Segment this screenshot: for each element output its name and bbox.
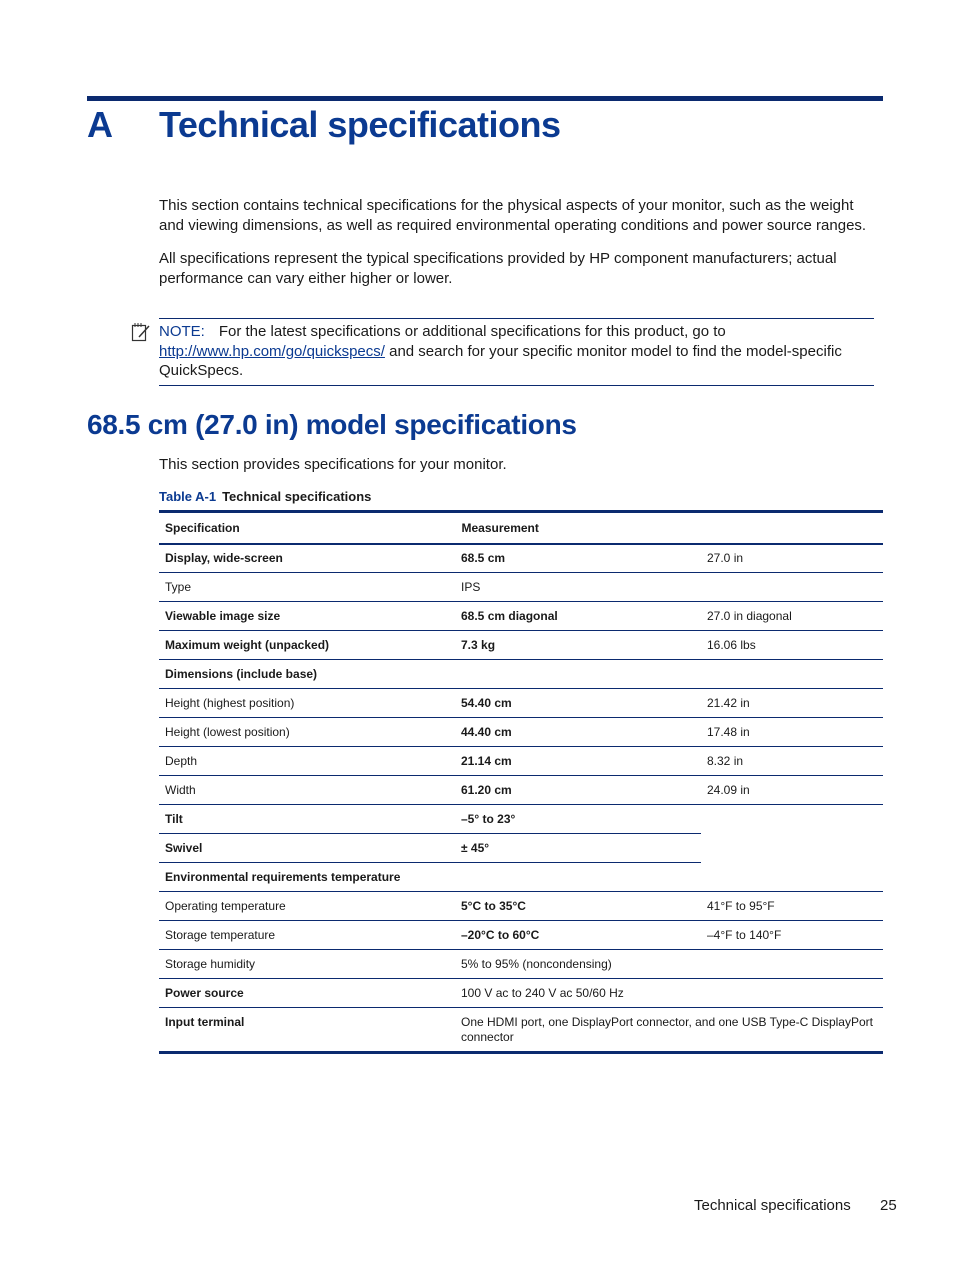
spec-cell: Height (lowest position) [159,718,455,747]
chapter-rule [87,96,883,101]
spec-cell: Viewable image size [159,602,455,631]
metric-cell: ± 45° [455,834,701,863]
imperial-cell: 21.42 in [701,689,883,718]
metric-cell: 68.5 cm [455,544,701,573]
spec-cell: Display, wide-screen [159,544,455,573]
spec-cell: Depth [159,747,455,776]
note-text-after: and search for your specific monitor model to find the model-specific QuickSpecs. [159,342,842,379]
table-caption [159,489,371,504]
intro-paragraph-2: All specifications represent the typical specifications provided by HP component manufacturers; actual performance can vary either higher or lower. [159,250,837,287]
table-row [159,573,883,602]
metric-cell: 5°C to 35°C [455,892,701,921]
table-row [159,805,883,834]
imperial-cell [701,834,883,863]
spec-cell: Storage humidity [159,950,455,979]
table-header-row [159,512,883,544]
metric-cell: –5° to 23° [455,805,701,834]
note-text-before: For the latest specifications or additional specifications for this product, go to [218,323,726,340]
metric-cell: 5% to 95% (noncondensing) [455,950,883,979]
table-row [159,631,883,660]
table-row [159,544,883,573]
metric-cell: 44.40 cm [455,718,701,747]
imperial-cell: 17.48 in [701,718,883,747]
spec-group-cell: Dimensions (include base) [159,660,883,689]
table-row [159,747,883,776]
metric-cell: 21.14 cm [455,747,701,776]
spec-cell: Type [159,573,455,602]
spec-cell: Swivel [159,834,455,863]
table-row [159,834,883,863]
metric-cell: –20°C to 60°C [455,921,701,950]
metric-cell: 68.5 cm diagonal [455,602,701,631]
imperial-cell: 27.0 in diagonal [701,602,883,631]
table-row [159,921,883,950]
metric-cell: 7.3 kg [455,631,701,660]
chapter-letter: A [87,104,113,145]
section-intro: This section provides specifications for your monitor. [159,456,507,473]
imperial-cell: –4°F to 140°F [701,921,883,950]
header-measurement: Measurement [455,512,701,544]
spec-cell: Storage temperature [159,921,455,950]
chapter-title: Technical specifications [159,104,561,145]
imperial-cell: 27.0 in [701,544,883,573]
table-row [159,1008,883,1053]
table-row [159,950,883,979]
intro-paragraph-1: This section contains technical specifications for the physical aspects of your monitor, such as the weight and viewing dimensions, as well as required environmental operating conditions and power source ranges. [159,197,867,234]
spec-group-cell: Environmental requirements temperature [159,863,883,892]
footer-title: Technical specifications [694,1197,851,1214]
imperial-cell: 8.32 in [701,747,883,776]
spec-cell: Height (highest position) [159,689,455,718]
chapter-heading [87,104,560,146]
imperial-cell: 16.06 lbs [701,631,883,660]
spec-cell: Tilt [159,805,455,834]
table-row [159,892,883,921]
table-row [159,776,883,805]
metric-cell: 61.20 cm [455,776,701,805]
metric-cell: One HDMI port, one DisplayPort connector, and one USB Type-C DisplayPort connector [455,1008,883,1053]
spec-cell: Power source [159,979,455,1008]
table-caption-title: Technical specifications [222,489,372,504]
spec-cell: Operating temperature [159,892,455,921]
note-label: NOTE: [159,323,205,340]
table-row [159,863,883,892]
metric-cell: 100 V ac to 240 V ac 50/60 Hz [455,979,883,1008]
page-number: 25 [880,1197,897,1214]
section-title: 68.5 cm (27.0 in) model specifications [87,409,577,440]
spec-cell: Maximum weight (unpacked) [159,631,455,660]
table-row [159,718,883,747]
header-blank [701,512,883,544]
note-icon [131,322,151,342]
table-row [159,689,883,718]
quickspecs-link[interactable]: http://www.hp.com/go/quickspecs/ [159,342,385,360]
spec-cell: Width [159,776,455,805]
table-row [159,979,883,1008]
spec-table [159,510,883,1054]
imperial-cell: 24.09 in [701,776,883,805]
table-row [159,660,883,689]
imperial-cell [701,805,883,834]
note-box [159,318,874,386]
metric-cell: 54.40 cm [455,689,701,718]
table-caption-number: Table A-1 [159,489,217,504]
imperial-cell: 41°F to 95°F [701,892,883,921]
metric-cell: IPS [455,573,883,602]
header-specification: Specification [165,520,240,535]
spec-cell: Input terminal [159,1008,455,1053]
table-row [159,602,883,631]
